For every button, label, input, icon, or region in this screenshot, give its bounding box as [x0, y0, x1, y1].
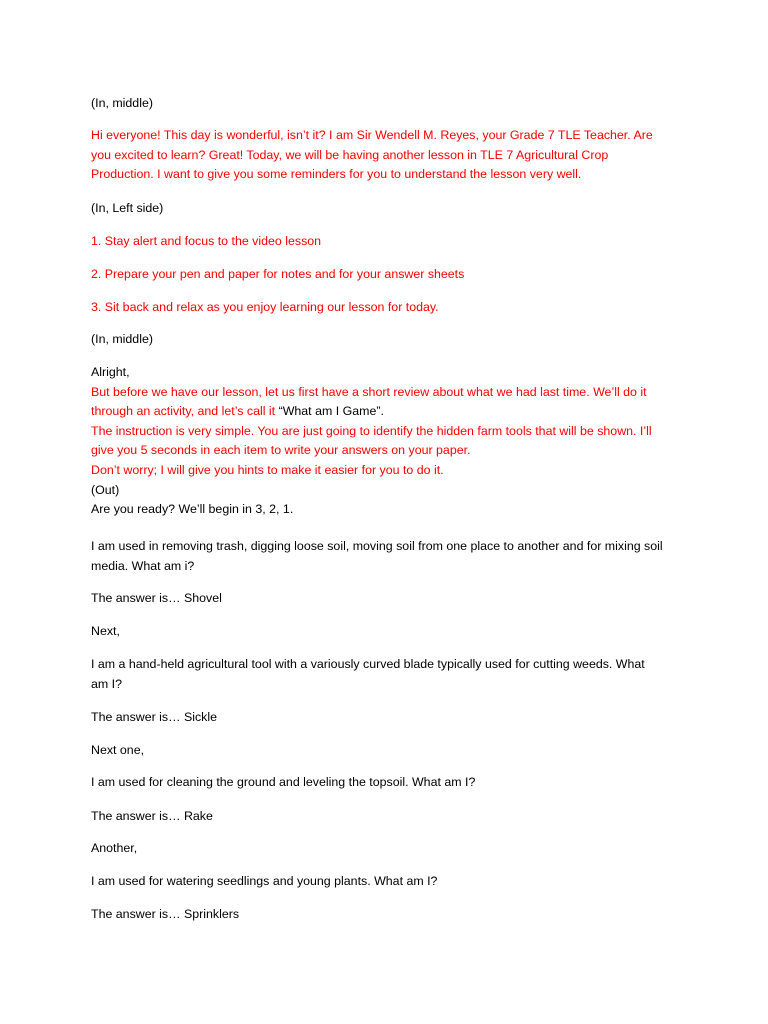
- stage-direction-in-middle-2: (In, middle): [91, 332, 153, 346]
- transition-another: Another,: [91, 841, 138, 855]
- intro-line: Production. I want to give you some reminders for you to understand the lesson very well.: [91, 167, 582, 182]
- question-1: I am used in removing trash, digging loose soil, moving soil from one place to another and for mixing soil media. What am i?: [91, 539, 663, 573]
- transition-next: Next,: [91, 624, 120, 638]
- question-3: I am used for cleaning the ground and leveling the topsoil. What am I?: [91, 775, 476, 789]
- stage-direction-out: (Out): [91, 482, 120, 497]
- instruction-line: The instruction is very simple. You are just going to identify the hidden farm tools that will be shown. I’ll: [91, 423, 652, 438]
- game-name: “What am I Game”.: [278, 404, 384, 419]
- answer-2: The answer is… Sickle: [91, 710, 218, 724]
- stage-direction-left-side: (In, Left side): [91, 201, 164, 215]
- reminder-item-2: 2. Prepare your pen and paper for notes and for your answer sheets: [91, 267, 465, 281]
- intro-line: Hi everyone! This day is wonderful, isn’t it? I am Sir Wendell M. Reyes, your Grade 7 TLE Teacher. Are: [91, 128, 653, 142]
- review-line: But before we have our lesson, let us first have a short review about what we had last time. We’ll do it: [91, 384, 647, 399]
- answer-1: The answer is… Shovel: [91, 591, 222, 605]
- hints-line: Don’t worry; I will give you hints to make it easier for you to do it.: [91, 462, 444, 477]
- question-2: I am a hand-held agricultural tool with a variously curved blade typically used for cutting weeds. What am I?: [91, 657, 645, 691]
- question-4: I am used for watering seedlings and young plants. What am I?: [91, 874, 438, 888]
- intro-line: you excited to learn? Great! Today, we will be having another lesson in TLE 7 Agricultural Crop: [91, 147, 609, 162]
- reminder-item-1: 1. Stay alert and focus to the video lesson: [91, 234, 322, 248]
- answer-3: The answer is… Rake: [91, 809, 213, 823]
- intro-paragraph: [91, 126, 691, 185]
- reminder-item-3: 3. Sit back and relax as you enjoy learning our lesson for today.: [91, 300, 439, 314]
- transition-next-one: Next one,: [91, 743, 145, 757]
- alright-line: Alright,: [91, 365, 130, 379]
- answer-4: The answer is… Sprinklers: [91, 907, 240, 921]
- review-line-with-game-name: through an activity, and let’s call it “What am I Game”.: [91, 404, 384, 419]
- stage-direction-in-middle: (In, middle): [91, 96, 153, 110]
- ready-line: Are you ready? We’ll begin in 3, 2, 1.: [91, 502, 294, 517]
- instruction-line: give you 5 seconds in each item to write your answers on your paper.: [91, 443, 471, 458]
- review-section: [91, 363, 691, 520]
